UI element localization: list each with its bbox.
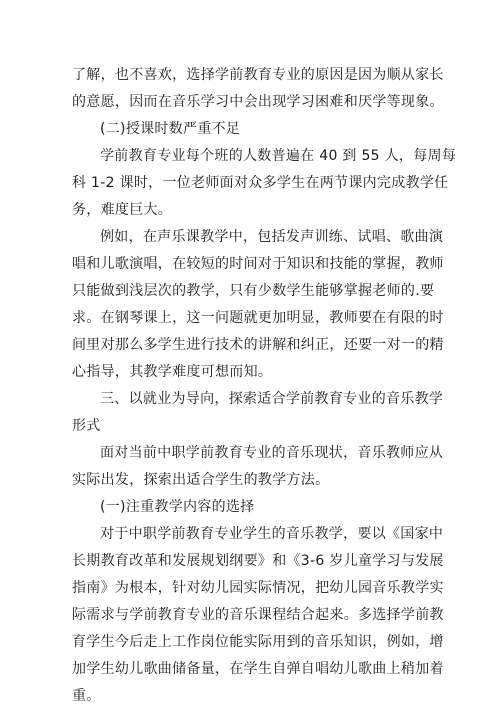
text-line: 指南》为根本，针对幼儿园实际情况，把幼儿园音乐教学实: [72, 580, 444, 596]
text-line: 只能做到浅层次的教学，只有少数学生能够掌握老师的.要: [72, 283, 435, 299]
paragraph-first-line: 学前教育专业每个班的人数普遍在 40 到 55 人，每周每: [100, 148, 457, 164]
text-line: 的意愿，因而在音乐学习中会出现学习困难和厌学等现象。: [72, 94, 444, 110]
section-heading-continuation: 形式: [72, 418, 101, 434]
text-line: 唱和儿歌演唱，在较短的时间对于知识和技能的掌握，教师: [72, 256, 444, 272]
paragraph-first-line: 例如，在声乐课教学中，包括发声训练、试唱、歌曲演: [100, 229, 444, 245]
document-body: [72, 62, 457, 710]
text-line: 育学生今后走上工作岗位能实际用到的音乐知识，例如，增: [72, 634, 444, 650]
text-line: 长期教育改革和发展规划纲要》和《3-6 岁儿童学习与发展: [72, 553, 444, 569]
section-heading: 三、以就业为导向，探索适合学前教育专业的音乐教学: [100, 391, 444, 407]
section-heading: (一)注重教学内容的选择: [100, 499, 255, 515]
paragraph-first-line: 面对当前中职学前教育专业的音乐现状，音乐教师应从: [100, 445, 444, 461]
text-line: 科 1-2 课时，一位老师面对众多学生在两节课内完成教学任: [72, 175, 449, 191]
paragraph-first-line: 对于中职学前教育专业学生的音乐教学，要以《国家中: [100, 526, 444, 542]
text-line: 际需求与学前教育专业的音乐课程结合起来。多选择学前教: [72, 607, 444, 623]
text-line: 了解，也不喜欢，选择学前教育专业的原因是因为顺从家长: [72, 67, 444, 83]
text-line: 加学生幼儿歌曲储备量，在学生自弹自唱幼儿歌曲上稍加着: [72, 661, 444, 677]
text-line: 求。在钢琴课上，这一问题就更加明显，教师要在有限的时: [72, 310, 444, 326]
text-line: 重。: [72, 688, 101, 704]
text-line: 实际出发，探索出适合学生的教学方法。: [72, 472, 330, 488]
section-heading: (二)授课时数严重不足: [100, 121, 241, 137]
text-line: 间里对那么多学生进行技术的讲解和纠正，还要一对一的精: [72, 337, 444, 353]
text-line: 务，难度巨大。: [72, 202, 173, 218]
text-line: 心指导，其教学难度可想而知。: [72, 364, 273, 380]
